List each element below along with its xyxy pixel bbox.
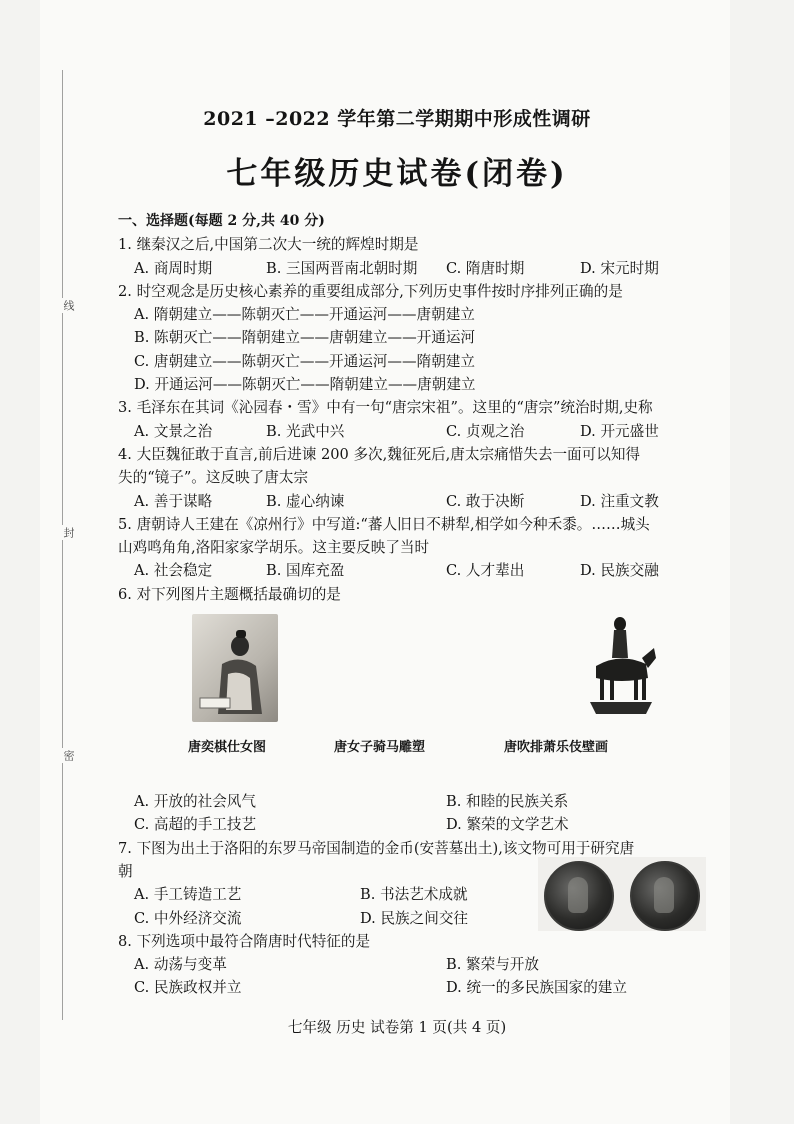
option-d: D. 开元盛世 [580, 422, 659, 440]
question-stem: 3. 毛泽东在其词《沁园春・雪》中有一句“唐宗宋祖”。这里的“唐宗”统治时期,史称 [118, 399, 653, 417]
option-b: B. 繁荣与开放 [446, 956, 539, 974]
option-d: D. 统一的多民族国家的建立 [446, 979, 627, 997]
figure-row [118, 614, 698, 790]
option-b: B. 书法艺术成就 [360, 886, 468, 904]
option-row [118, 490, 698, 513]
figure-chess-lady [188, 614, 278, 756]
option-c: C. 高超的手工技艺 [134, 816, 257, 834]
coin-obverse [544, 861, 614, 931]
chess-lady-painting [192, 614, 278, 722]
option-row [118, 559, 698, 582]
question-stem: 2. 时空观念是历史核心素养的重要组成部分,下列历史事件按时序排列正确的是 [118, 282, 623, 300]
option-b: B. 国库充盈 [266, 562, 345, 580]
option-b: B. 和睦的民族关系 [446, 793, 569, 811]
exam-title-subject: 七年级历史试卷(闭卷) [226, 156, 568, 192]
coin-reverse [630, 861, 700, 931]
question-2 [118, 280, 698, 396]
option-c: C. 人才辈出 [446, 562, 525, 580]
question-1 [118, 233, 698, 280]
figure-horse-rider [334, 614, 428, 756]
option-c: C. 中外经济交流 [134, 909, 242, 927]
question-stem: 5. 唐朝诗人王建在《凉州行》中写道:“蕃人旧日不耕犁,相学如今种禾黍。……城头 [118, 515, 650, 533]
margin-mark-seal: 封 [62, 527, 75, 538]
option-c: C. 隋唐时期 [446, 259, 525, 277]
option-c: C. 唐朝建立——陈朝灭亡——开通运河——隋朝建立 [134, 352, 475, 370]
question-7 [118, 837, 698, 930]
option-d: D. 开通运河——陈朝灭亡——隋朝建立——唐朝建立 [134, 376, 476, 394]
option-b: B. 陈朝灭亡——隋朝建立——唐朝建立——开通运河 [134, 329, 476, 347]
option-a: A. 善于谋略 [134, 492, 213, 510]
option-a: A. 手工铸造工艺 [134, 886, 242, 904]
option-d: D. 民族之间交往 [360, 909, 469, 927]
option-a: A. 商周时期 [134, 259, 213, 277]
option-b: B. 虚心纳谏 [266, 492, 345, 510]
question-stem: 1. 继秦汉之后,中国第二次大一统的辉煌时期是 [118, 236, 419, 254]
option-d: D. 宋元时期 [580, 259, 659, 277]
option-a: A. 文景之治 [134, 422, 213, 440]
figure-musician-mural [500, 614, 650, 756]
question-stem: 8. 下列选项中最符合隋唐时代特征的是 [118, 932, 371, 950]
option-a: A. 开放的社会风气 [134, 793, 256, 811]
option-row [118, 976, 698, 999]
question-stem-cont: 朝 [118, 862, 133, 880]
margin-mark-secret: 密 [62, 750, 75, 761]
question-5 [118, 513, 698, 583]
question-4 [118, 443, 698, 513]
question-6 [118, 583, 698, 837]
option-c: C. 敢于决断 [446, 492, 525, 510]
question-stem-cont: 失的“镜子”。这反映了唐太宗 [118, 469, 309, 487]
exam-title-term: 2021 –2022 学年第二学期期中形成性调研 [203, 108, 591, 130]
question-3 [118, 396, 698, 443]
margin-mark-line: 线 [62, 300, 75, 311]
option-row [118, 813, 698, 836]
figure-caption: 唐吹排萧乐伎壁画 [504, 740, 609, 756]
option-row [118, 420, 698, 443]
option-d: D. 繁荣的文学艺术 [446, 816, 569, 834]
question-list [118, 210, 698, 1000]
binding-line [62, 70, 64, 1020]
question-stem: 7. 下图为出土于洛阳的东罗马帝国制造的金币(安菩墓出土),该文物可用于研究唐 [118, 839, 635, 857]
option-d: D. 民族交融 [580, 562, 659, 580]
option-a: A. 隋朝建立——陈朝灭亡——开通运河——唐朝建立 [134, 306, 475, 324]
question-8 [118, 930, 698, 1000]
option-c: C. 贞观之治 [446, 422, 525, 440]
page-footer: 七年级 历史 试卷第 1 页(共 4 页) [287, 1019, 507, 1036]
option-a: A. 动荡与变革 [134, 956, 227, 974]
figure-caption: 唐女子骑马雕塑 [334, 740, 426, 756]
figure-caption: 唐奕棋仕女图 [188, 740, 267, 756]
gold-coin-photo [538, 857, 706, 931]
question-stem: 4. 大臣魏征敢于直言,前后进谏 200 多次,魏征死后,唐太宗痛惜失去一面可以知得 [118, 445, 641, 463]
option-row [118, 257, 698, 280]
question-stem-cont: 山鸡鸣角角,洛阳家家学胡乐。这主要反映了当时 [118, 539, 430, 557]
option-b: B. 三国两晋南北朝时期 [266, 259, 418, 277]
option-a: A. 社会稳定 [134, 562, 213, 580]
option-b: B. 光武中兴 [266, 422, 345, 440]
section-heading: 一、选择题(每题 2 分,共 40 分) [118, 213, 325, 229]
question-stem: 6. 对下列图片主题概括最确切的是 [118, 585, 341, 603]
option-row [118, 953, 698, 976]
option-d: D. 注重文教 [580, 492, 659, 510]
option-c: C. 民族政权并立 [134, 979, 242, 997]
option-row [118, 790, 698, 813]
